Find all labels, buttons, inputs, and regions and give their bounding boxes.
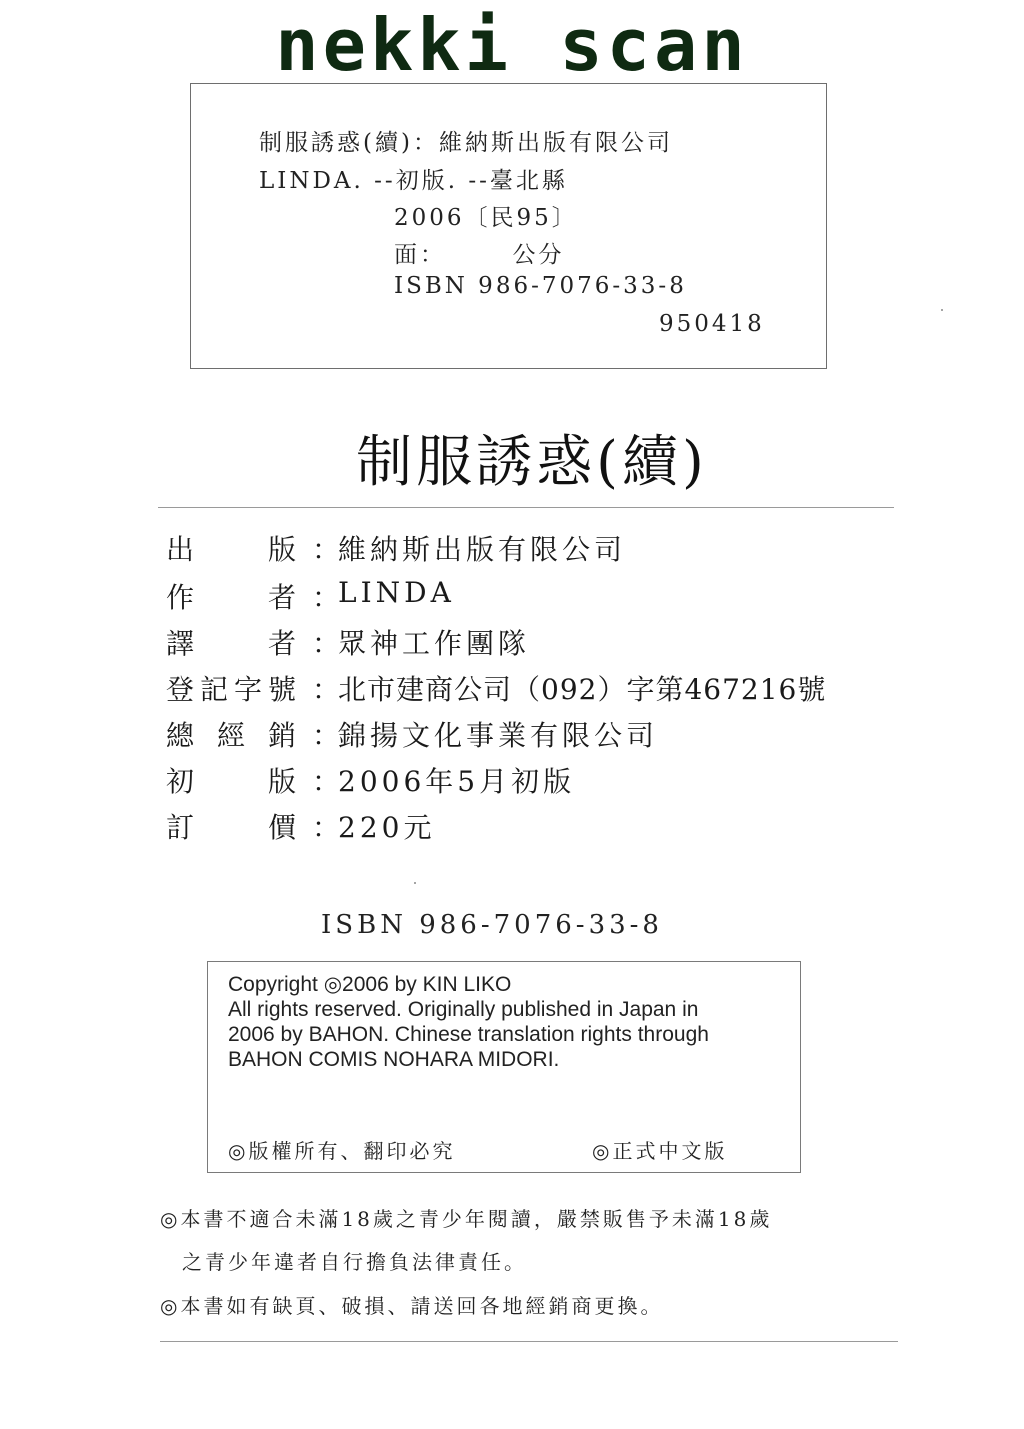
info-separator: ： bbox=[312, 811, 341, 844]
scan-speck bbox=[941, 309, 943, 311]
info-label-distributor: 總 經 銷 bbox=[166, 719, 296, 752]
info-value-translator: 眾神工作團隊 bbox=[338, 627, 531, 660]
info-separator: ： bbox=[312, 627, 341, 660]
scan-speck bbox=[414, 882, 416, 884]
info-value-edition: 2006年5月初版 bbox=[338, 765, 576, 798]
info-label-translator: 譯 者 bbox=[166, 627, 296, 660]
copyright-box bbox=[207, 961, 801, 1173]
info-separator: ： bbox=[312, 673, 341, 706]
title-divider bbox=[158, 507, 894, 508]
age-restriction-notice: ◎本書不適合未滿18歲之青少年閱讀，嚴禁販售予未滿18歲 bbox=[160, 1207, 773, 1231]
info-value-price: 220元 bbox=[338, 811, 436, 844]
rights-reserved-notice: ◎版權所有、翻印必究 bbox=[228, 1139, 456, 1163]
book-title: 制服誘惑(續) bbox=[356, 430, 708, 495]
info-label-registration: 登 記 字 號 bbox=[166, 673, 296, 706]
info-separator: ： bbox=[312, 765, 341, 798]
copyright-line: BAHON COMIS NOHARA MIDORI. bbox=[228, 1048, 560, 1071]
cip-line-code: 950418 bbox=[659, 311, 765, 337]
copyright-line: Copyright ◎2006 by KIN LIKO bbox=[228, 973, 512, 996]
official-edition-notice: ◎正式中文版 bbox=[592, 1139, 728, 1163]
info-label-edition: 初 版 bbox=[166, 765, 296, 798]
info-value-distributor: 錦揚文化事業有限公司 bbox=[338, 719, 659, 752]
info-value-publisher: 維納斯出版有限公司 bbox=[338, 533, 627, 566]
cip-line-year: 2006〔民95〕 bbox=[394, 205, 578, 231]
info-separator: ： bbox=[312, 533, 341, 566]
info-value-author: LINDA bbox=[338, 576, 455, 609]
info-separator: ： bbox=[312, 581, 341, 614]
cip-line-author-edition: LINDA. --初版. --臺北縣 bbox=[259, 168, 568, 194]
isbn-number: ISBN 986-7076-33-8 bbox=[321, 910, 663, 940]
info-label-price: 訂 價 bbox=[166, 811, 296, 844]
cip-box bbox=[190, 83, 827, 369]
copyright-line: 2006 by BAHON. Chinese translation rights through bbox=[228, 1023, 709, 1046]
info-value-registration: 北市建商公司（092）字第467216號 bbox=[338, 673, 827, 706]
cip-line-isbn: ISBN 986-7076-33-8 bbox=[394, 273, 687, 299]
age-restriction-notice-continued: 之青少年違者自行擔負法律責任。 bbox=[182, 1250, 527, 1274]
bottom-divider bbox=[160, 1341, 898, 1342]
copyright-line: All rights reserved. Originally published in Japan in bbox=[228, 998, 699, 1021]
scanlation-watermark: nekki scan bbox=[275, 3, 749, 87]
defect-exchange-notice: ◎本書如有缺頁、破損、請送回各地經銷商更換。 bbox=[160, 1294, 664, 1318]
info-label-publisher: 出 版 bbox=[166, 533, 296, 566]
copyright-text bbox=[228, 972, 798, 1072]
info-label-author: 作 者 bbox=[166, 581, 296, 614]
cip-line-title-publisher: 制服誘惑(續)：維納斯出版有限公司 bbox=[259, 130, 673, 156]
cip-line-pages: 面： 公分 bbox=[394, 242, 565, 268]
info-separator: ： bbox=[312, 719, 341, 752]
